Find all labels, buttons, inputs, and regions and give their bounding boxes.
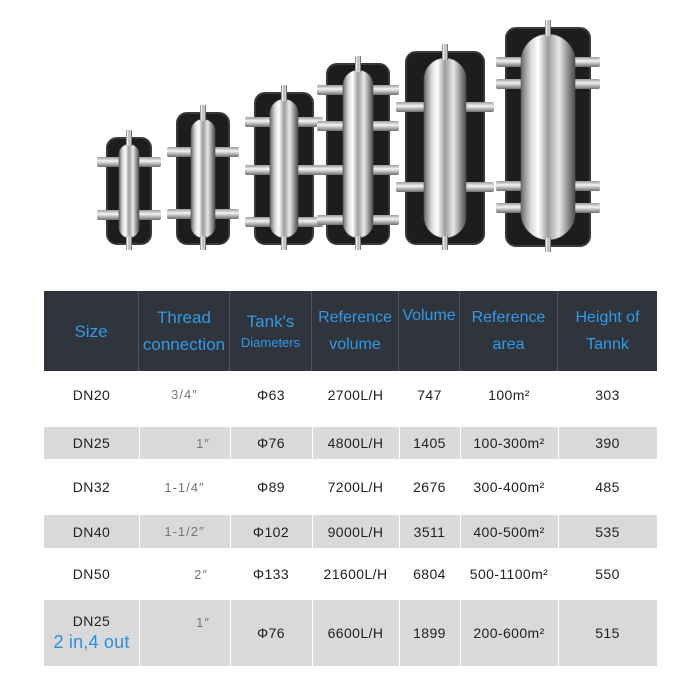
- table-row: [44, 600, 657, 666]
- cell-volume: [399, 427, 460, 459]
- height-text: 303: [595, 386, 620, 403]
- size-text: DN25: [72, 435, 111, 451]
- height-text: 535: [595, 523, 620, 540]
- cell-volume: [399, 548, 460, 600]
- diameter-text: Φ89: [257, 479, 285, 495]
- tank-illustration: [167, 105, 239, 250]
- cell-volume: [399, 459, 460, 515]
- ref-area-text: 100-300m²: [473, 435, 545, 451]
- cell-ref-volume: [312, 427, 399, 459]
- cell-diameter: [230, 459, 312, 515]
- table-row: [44, 548, 657, 600]
- cell-volume: [399, 600, 460, 666]
- header-diameter-line2: Diameters: [240, 335, 301, 350]
- header-ref-volume-line1: Reference: [318, 309, 392, 326]
- column-divider: [139, 371, 140, 666]
- size-text: DN40: [72, 523, 111, 540]
- cell-thread: [139, 427, 230, 459]
- thread-text: 1-1/4″: [164, 479, 205, 495]
- size-text: DN20: [72, 386, 111, 403]
- ref-volume-text: 4800L/H: [327, 435, 384, 451]
- cell-ref-volume: [312, 515, 399, 548]
- spec-table: [44, 291, 657, 666]
- ref-area-text: 200-600m²: [473, 625, 545, 641]
- cell-ref-area: [460, 515, 558, 548]
- diameter-text: Φ102: [252, 523, 290, 540]
- column-divider: [230, 371, 231, 666]
- cell-thread: [139, 548, 230, 600]
- size-text: DN25: [72, 613, 111, 629]
- column-divider: [460, 371, 461, 666]
- header-height: [558, 291, 657, 371]
- thread-text: 1″: [196, 615, 210, 630]
- size-text: DN50: [72, 566, 111, 582]
- ref-volume-text: 6600L/H: [327, 625, 384, 641]
- volume-text: 1899: [413, 625, 446, 641]
- diameter-text: Φ63: [257, 386, 285, 403]
- ref-area-text: 400-500m²: [473, 523, 545, 540]
- table-row: [44, 427, 657, 459]
- column-divider: [312, 371, 313, 666]
- ref-volume-text: 2700L/H: [327, 386, 384, 403]
- product-image: [0, 0, 700, 280]
- header-volume-text: Volume: [402, 307, 456, 324]
- cell-diameter: [230, 515, 312, 548]
- cell-diameter: [230, 600, 312, 666]
- tank-illustration: [396, 44, 494, 250]
- header-size: [44, 291, 139, 371]
- height-text: 515: [595, 625, 620, 641]
- ref-area-text: 300-400m²: [473, 479, 545, 495]
- tank-illustration: [97, 130, 161, 250]
- cell-ref-volume: [312, 371, 399, 418]
- header-ref-area-line2: area: [492, 336, 525, 353]
- cell-size: [44, 459, 139, 515]
- ref-volume-text: 7200L/H: [327, 479, 384, 495]
- cell-height: [558, 600, 657, 666]
- table-row: [44, 515, 657, 548]
- header-diameter-line1: Tank's: [246, 312, 295, 331]
- cell-thread: [139, 459, 230, 515]
- volume-text: 6804: [413, 566, 446, 582]
- cell-ref-area: [460, 600, 558, 666]
- cell-height: [558, 515, 657, 548]
- diameter-text: Φ76: [257, 625, 285, 641]
- tank-illustration: [317, 56, 399, 250]
- cell-size: [44, 427, 139, 459]
- diameter-text: Φ133: [252, 566, 290, 582]
- cell-height: [558, 459, 657, 515]
- ref-area-text: 500-1100m²: [469, 566, 549, 582]
- volume-text: 2676: [413, 479, 446, 495]
- column-divider: [558, 371, 559, 666]
- header-height-line2: Tannk: [586, 336, 629, 353]
- size-text: DN32: [72, 479, 111, 495]
- cell-diameter: [230, 371, 312, 418]
- cell-height: [558, 548, 657, 600]
- ref-volume-text: 9000L/H: [327, 523, 384, 540]
- cell-volume: [399, 371, 460, 418]
- header-ref-area-line1: Reference: [471, 309, 546, 326]
- cell-height: [558, 371, 657, 418]
- column-divider: [399, 371, 400, 666]
- header-ref-area: [460, 291, 558, 371]
- volume-text: 1405: [413, 435, 446, 451]
- cell-size: [44, 371, 139, 418]
- volume-text: 3511: [413, 523, 446, 540]
- thread-text: 3/4″: [171, 387, 198, 402]
- cell-ref-volume: [312, 600, 399, 666]
- thread-text: 2″: [194, 566, 208, 582]
- header-height-line1: Height of: [575, 309, 640, 326]
- cell-thread: [139, 600, 230, 666]
- header-thread: [139, 291, 230, 371]
- cell-diameter: [230, 427, 312, 459]
- cell-ref-area: [460, 459, 558, 515]
- table-row: [44, 371, 657, 418]
- header-thread-line2: connection: [142, 335, 226, 354]
- thread-text: 1-1/2″: [164, 524, 205, 539]
- height-text: 550: [595, 566, 620, 582]
- header-diameter: [230, 291, 312, 371]
- cell-size: [44, 548, 139, 600]
- tank-illustration: [245, 85, 323, 250]
- cell-height: [558, 427, 657, 459]
- ref-volume-text: 21600L/H: [323, 566, 388, 582]
- cell-ref-volume: [312, 548, 399, 600]
- header-ref-volume-line2: volume: [329, 336, 381, 353]
- table-row: [44, 459, 657, 515]
- header-volume: [399, 291, 460, 371]
- cell-diameter: [230, 548, 312, 600]
- thread-text: 1″: [196, 435, 210, 451]
- header-thread-line1: Thread: [157, 308, 211, 327]
- cell-thread: [139, 371, 230, 418]
- volume-text: 747: [417, 386, 442, 403]
- header-size-text: Size: [74, 321, 108, 341]
- height-text: 485: [595, 479, 620, 495]
- cell-size: [44, 515, 139, 548]
- height-text: 390: [595, 435, 620, 451]
- cell-volume: [399, 515, 460, 548]
- size-note: 2 in,4 out: [53, 632, 130, 652]
- ref-area-text: 100m²: [488, 386, 530, 403]
- cell-size: [44, 600, 139, 666]
- diameter-text: Φ76: [257, 435, 285, 451]
- cell-ref-area: [460, 548, 558, 600]
- cell-thread: [139, 515, 230, 548]
- tank-illustration: [496, 20, 600, 252]
- cell-ref-area: [460, 371, 558, 418]
- cell-ref-volume: [312, 459, 399, 515]
- cell-ref-area: [460, 427, 558, 459]
- header-ref-volume: [312, 291, 399, 371]
